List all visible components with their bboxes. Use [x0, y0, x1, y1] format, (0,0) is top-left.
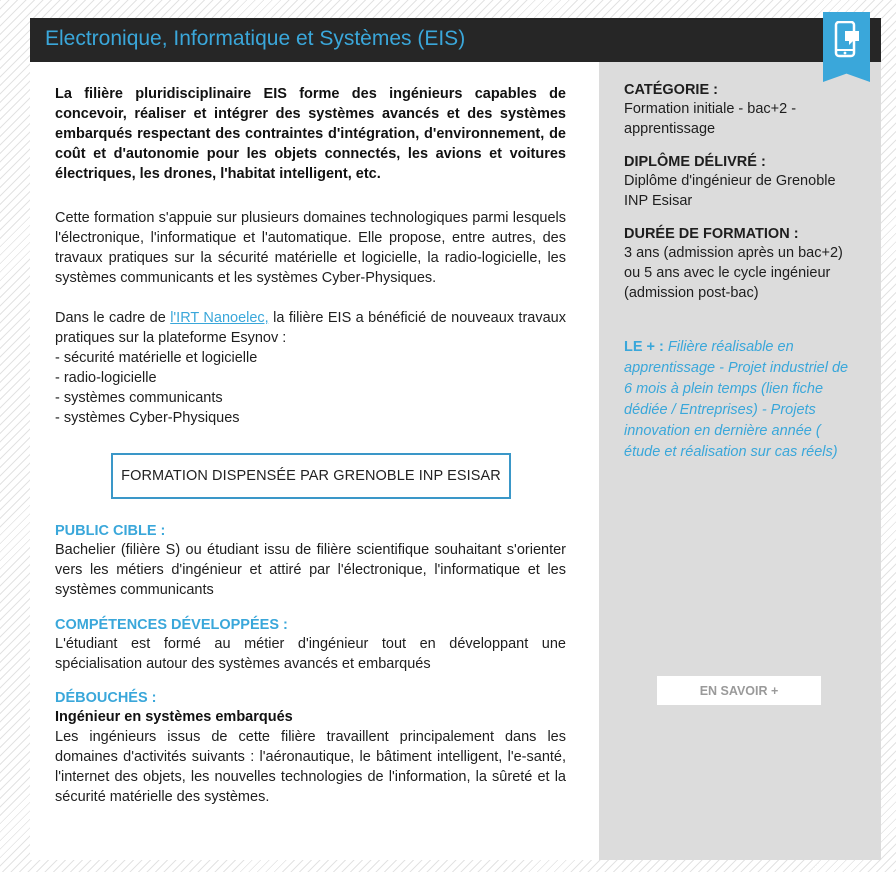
formation-card [30, 18, 881, 860]
le-plus-text: Filière réalisable en apprentissage - Projet industriel de 6 mois à plein temps (lien fiche dédiée / Entreprises) - Projets innovation en dernière année ( étude et réalisation sur cas réels) [624, 339, 849, 460]
competences-section [55, 616, 566, 674]
formation-esisar-button[interactable]: FORMATION DISPENSÉE PAR GRENOBLE INP ESISAR [111, 453, 511, 499]
debouches-subtitle: Ingénieur en systèmes embarqués [55, 709, 293, 725]
categorie-label: CATÉGORIE : [624, 82, 718, 98]
debouches-title: DÉBOUCHÉS : [55, 690, 157, 706]
public-cible-section [55, 522, 566, 600]
nanoelec-text-before: Dans le cadre de [55, 310, 171, 326]
list-item: - systèmes communicants [55, 390, 223, 406]
main-content [55, 84, 566, 428]
competences-title: COMPÉTENCES DÉVELOPPÉES : [55, 617, 288, 633]
nanoelec-paragraph [55, 308, 566, 348]
categorie-value: Formation initiale - bac+2 - apprentissage [624, 101, 797, 137]
card-header [30, 18, 881, 62]
list-item: - sécurité matérielle et logicielle [55, 350, 258, 366]
debouches-text: Les ingénieurs issus de cette filière travaillent principalement dans les domaines d'activités suivants : l'aéronautique, le bâtiment intelligent, l'e-santé, l'internet des objets, les nouvelles technologies de l'information, la sûreté et la sécurité matérielle des systèmes. [55, 729, 566, 805]
duree-label: DURÉE DE FORMATION : [624, 226, 799, 242]
diplome-label: DIPLÔME DÉLIVRÉ : [624, 154, 766, 170]
page-title: Electronique, Informatique et Systèmes (EIS) [45, 27, 466, 50]
en-savoir-plus-button[interactable]: EN SAVOIR + [657, 676, 821, 705]
list-item: - systèmes Cyber-Physiques [55, 410, 240, 426]
le-plus-label: LE + : [624, 339, 664, 355]
le-plus-block [624, 337, 859, 463]
public-cible-text: Bachelier (filière S) ou étudiant issu de filière scientifique souhaitant s'orienter vers les métiers d'ingénieur et attiré par l'électronique, l'informatique et les systèmes communicants [55, 542, 566, 598]
mobile-chat-badge [823, 12, 870, 82]
irt-nanoelec-link[interactable]: l'IRT Nanoelec, [170, 310, 269, 326]
description-paragraph: Cette formation s'appuie sur plusieurs domaines technologiques parmi lesquels l'électronique, l'informatique et l'automatique. Elle propose, entre autres, des travaux pratiques sur la sécurité matérielle et logicielle, la radio-logicielle, les systèmes communicants et les systèmes Cyber-Physiques. [55, 210, 566, 286]
nanoelec-text-after: la filière EIS a bénéficié de nouveaux travaux pratiques sur la plateforme Esynov : [55, 310, 566, 346]
duree-value: 3 ans (admission après un bac+2) ou 5 ans avec le cycle ingénieur (admission post-bac) [624, 245, 843, 301]
competences-text: L'étudiant est formé au métier d'ingénieur tout en développant une spécialisation autour des systèmes avancés et embarqués [55, 636, 566, 672]
esynov-list [55, 348, 566, 428]
diplome-value: Diplôme d'ingénieur de Grenoble INP Esisar [624, 173, 836, 209]
info-sidebar [599, 62, 881, 860]
debouches-section [55, 689, 566, 807]
intro-paragraph: La filière pluridisciplinaire EIS forme des ingénieurs capables de concevoir, réaliser et intégrer des systèmes avancés et des systèmes embarqués respectant des contraintes d'intégration, d'environnement, de coût et d'autonomie pour les objets connectés, les avions et voitures électriques, les drones, l'habitat intelligent, etc. [55, 86, 566, 182]
list-item: - radio-logicielle [55, 370, 157, 386]
public-cible-title: PUBLIC CIBLE : [55, 523, 166, 539]
